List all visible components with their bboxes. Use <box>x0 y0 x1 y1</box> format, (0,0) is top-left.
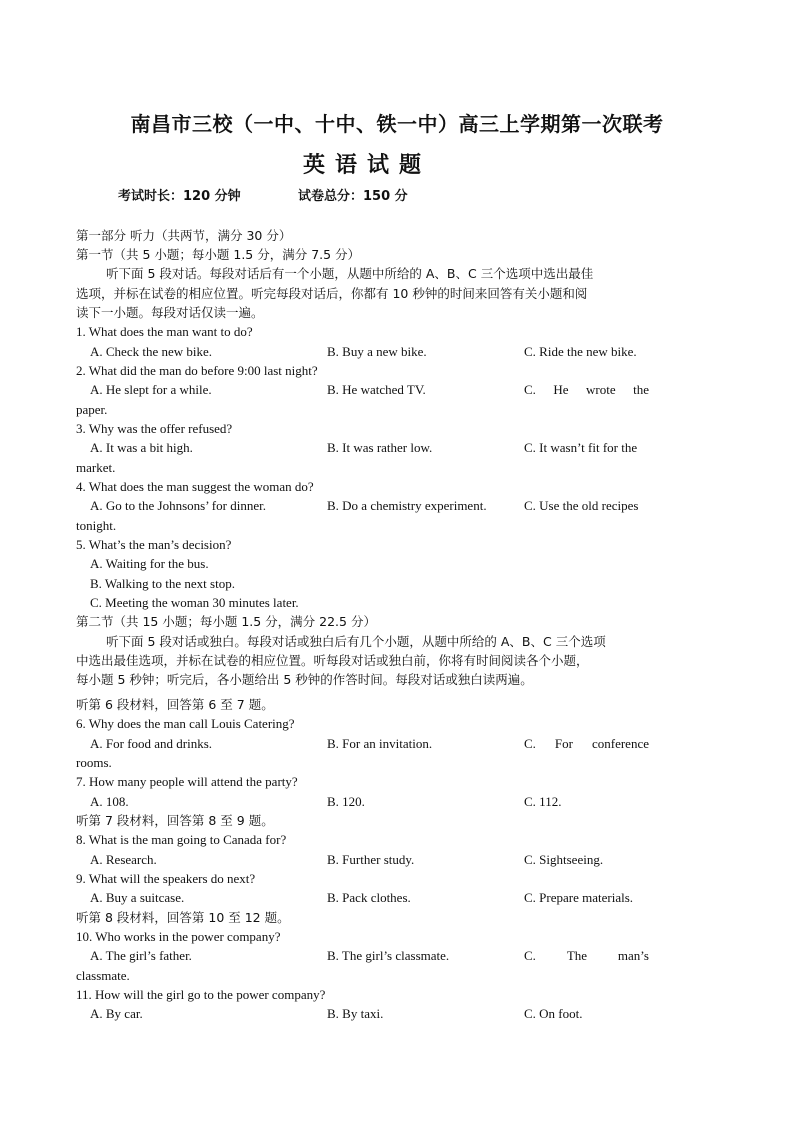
question-5-option-c: C. Meeting the woman 30 minutes later. <box>90 595 299 610</box>
question-1-stem: 1. What does the man want to do? <box>76 324 253 339</box>
material-6-instruction: 听第 6 段材料，回答第 6 至 7 题。 <box>76 697 274 712</box>
question-10-option-a: A. The girl’s father. <box>90 948 192 963</box>
question-6-option-c-continuation: rooms. <box>76 755 112 770</box>
question-1-option-b: B. Buy a new bike. <box>327 344 427 359</box>
question-1-option-c: C. Ride the new bike. <box>524 344 637 359</box>
question-3-stem: 3. Why was the offer refused? <box>76 421 233 436</box>
question-4-option-c-continuation: tonight. <box>76 518 117 533</box>
question-2-option-c-word: He <box>553 382 569 397</box>
question-7-option-b: B. 120. <box>327 794 365 809</box>
question-11-stem: 11. How will the girl go to the power company? <box>76 987 326 1002</box>
question-9-option-c: C. Prepare materials. <box>524 890 634 905</box>
question-6-stem: 6. Why does the man call Louis Catering? <box>76 716 295 731</box>
exam-subtitle: 英语试题 <box>302 152 431 178</box>
exam-total-score: 试卷总分：150 分 <box>298 189 408 204</box>
question-2-option-c-continuation: paper. <box>76 402 108 417</box>
exam-duration: 考试时长：120 分钟 <box>118 189 241 204</box>
question-6-option-c-word: conference <box>591 736 649 751</box>
question-10-option-c-word: The <box>566 948 588 963</box>
question-9-option-a: A. Buy a suitcase. <box>90 890 185 905</box>
material-8-instruction: 听第 8 段材料，回答第 10 至 12 题。 <box>76 910 290 925</box>
question-3-option-a: A. It was a bit high. <box>90 440 193 455</box>
question-10-stem: 10. Who works in the power company? <box>76 929 281 944</box>
section2-instruction-line1: 听下面 5 段对话或独白。每段对话或独白后有几个小题，从题中所给的 A、B、C 三个选项 <box>106 634 606 649</box>
material-7-instruction: 听第 7 段材料，回答第 8 至 9 题。 <box>76 813 274 828</box>
question-6-option-a: A. For food and drinks. <box>90 736 213 751</box>
question-10-option-c-word: C. <box>524 948 536 963</box>
question-9-option-b: B. Pack clothes. <box>327 890 411 905</box>
question-4-stem: 4. What does the man suggest the woman do? <box>76 479 314 494</box>
question-2-option-c-word: wrote <box>586 382 616 397</box>
question-7-stem: 7. How many people will attend the party? <box>76 774 298 789</box>
question-6-option-c-word: C. <box>524 736 536 751</box>
question-2-option-a: A. He slept for a while. <box>90 382 212 397</box>
question-10-option-c-word: man’s <box>617 948 649 963</box>
question-6-option-c-word: For <box>554 736 573 751</box>
question-11-option-b: B. By taxi. <box>327 1006 384 1021</box>
question-2-option-c-word: C. <box>524 382 536 397</box>
question-7-option-a: A. 108. <box>90 794 129 809</box>
question-8-option-c: C. Sightseeing. <box>524 852 604 867</box>
question-11-option-a: A. By car. <box>90 1006 143 1021</box>
question-2-stem: 2. What did the man do before 9:00 last night? <box>76 363 318 378</box>
section1-instruction-line1: 听下面 5 段对话。每段对话后有一个小题，从题中所给的 A、B、C 三个选项中选出最佳 <box>106 266 594 281</box>
section2-instruction-line3: 每小题 5 秒钟；听完后，各小题给出 5 秒钟的作答时间。每段对话或独白读两遍。 <box>76 672 533 687</box>
question-5-stem: 5. What’s the man’s decision? <box>76 537 232 552</box>
question-4-option-c: C. Use the old recipes <box>524 498 639 513</box>
question-7-option-c: C. 112. <box>524 794 562 809</box>
question-4-option-a: A. Go to the Johnsons’ for dinner. <box>90 498 266 513</box>
question-6-option-b: B. For an invitation. <box>327 736 433 751</box>
question-4-option-b: B. Do a chemistry experiment. <box>327 498 487 513</box>
question-6-option-c <box>524 736 649 752</box>
part1-heading: 第一部分 听力（共两节，满分 30 分） <box>76 228 292 243</box>
section1-heading: 第一节（共 5 小题；每小题 1.5 分，满分 7.5 分） <box>76 247 361 262</box>
question-2-option-b: B. He watched TV. <box>327 382 426 397</box>
question-9-stem: 9. What will the speakers do next? <box>76 871 256 886</box>
section2-instruction-line2: 中选出最佳选项，并标在试卷的相应位置。听每段对话或独白前，你将有时间阅读各个小题， <box>76 653 589 668</box>
question-10-option-c <box>524 948 649 964</box>
question-11-option-c: C. On foot. <box>524 1006 583 1021</box>
question-10-option-c-continuation: classmate. <box>76 968 130 983</box>
question-8-option-b: B. Further study. <box>327 852 415 867</box>
question-5-option-a: A. Waiting for the bus. <box>90 556 209 571</box>
question-3-option-b: B. It was rather low. <box>327 440 433 455</box>
question-1-option-a: A. Check the new bike. <box>90 344 213 359</box>
question-5-option-b: B. Walking to the next stop. <box>90 576 235 591</box>
section1-instruction-line3: 读下一小题。每段对话仅读一遍。 <box>76 305 264 320</box>
section1-instruction-line2: 选项，并标在试卷的相应位置。听完每段对话后，你都有 10 秒钟的时间来回答有关小题和阅 <box>76 286 588 301</box>
question-2-option-c <box>524 382 649 398</box>
exam-title: 南昌市三校（一中、十中、铁一中）高三上学期第一次联考 <box>130 112 664 136</box>
question-2-option-c-word: the <box>633 382 649 397</box>
question-3-option-c: C. It wasn’t fit for the <box>524 440 638 455</box>
question-3-option-c-continuation: market. <box>76 460 116 475</box>
question-8-option-a: A. Research. <box>90 852 157 867</box>
question-10-option-b: B. The girl’s classmate. <box>327 948 450 963</box>
question-8-stem: 8. What is the man going to Canada for? <box>76 832 287 847</box>
section2-heading: 第二节（共 15 小题；每小题 1.5 分，满分 22.5 分） <box>76 614 376 629</box>
